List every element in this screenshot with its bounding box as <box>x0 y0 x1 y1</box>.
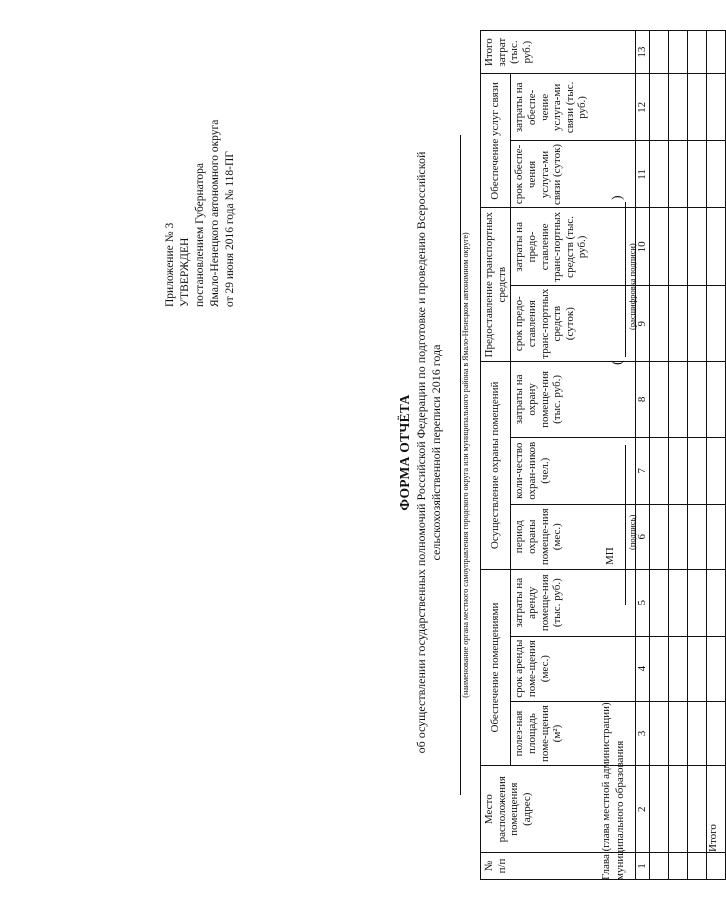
stamp-label: МП <box>604 547 616 565</box>
column-number: 13 <box>636 31 650 74</box>
table-cell[interactable] <box>669 504 688 569</box>
open-parenthesis: ( <box>610 360 625 365</box>
column-number: 11 <box>636 141 650 208</box>
column-header-number: № п/п <box>481 852 636 879</box>
table-cell[interactable] <box>707 636 726 701</box>
table-cell[interactable] <box>688 504 707 569</box>
signature-line[interactable] <box>625 445 626 605</box>
table-cell[interactable] <box>707 852 726 879</box>
table-cell[interactable] <box>650 208 669 286</box>
approval-block <box>163 77 238 307</box>
subheader-guard-count: коли-чество охран-ников (чел.) <box>511 437 636 504</box>
head-title-line-2: муниципального образования <box>614 740 626 880</box>
table-cell[interactable] <box>669 701 688 766</box>
form-subtitle: об осуществлении государственных полномочий Российской Федерации по подготовке и проведению Всероссийской сельскохозяйственной переписи 2016 года <box>414 151 443 754</box>
table-row <box>688 31 707 880</box>
subheader-area: полез-ная площадь поме-щения (м²) <box>511 701 636 766</box>
table-cell[interactable] <box>669 74 688 141</box>
table-cell[interactable] <box>650 852 669 879</box>
table-cell[interactable] <box>650 141 669 208</box>
header-row-groups <box>481 31 511 880</box>
column-number: 4 <box>636 636 650 701</box>
table-cell[interactable] <box>669 766 688 853</box>
table-cell[interactable] <box>650 636 669 701</box>
approval-line-1: постановлением Губернатора <box>193 163 206 307</box>
table-cell[interactable] <box>650 362 669 438</box>
column-header-location: Место расположения помещения (адрес) <box>481 766 636 853</box>
table-cell[interactable] <box>688 636 707 701</box>
table-cell[interactable] <box>688 31 707 74</box>
table-cell[interactable] <box>650 74 669 141</box>
table-cell[interactable] <box>707 504 726 569</box>
organization-name-field[interactable] <box>448 135 461 795</box>
subheader-rent-costs: затраты на аренду помеще-ния (тыс. руб.) <box>511 569 636 636</box>
head-title-line-1: Глава (глава местной администрации) <box>600 702 612 880</box>
subheader-transport-costs: затраты на предо-ставление транс-портных средств (тыс. руб.) <box>511 208 636 286</box>
column-number: 1 <box>636 852 650 879</box>
table-cell[interactable] <box>650 437 669 504</box>
table-cell[interactable] <box>688 437 707 504</box>
subheader-security-costs: затраты на охрану помеще-ния (тыс. руб.) <box>511 362 636 438</box>
appendix-label: Приложение № 3 <box>164 222 176 307</box>
table-cell[interactable] <box>688 766 707 853</box>
approval-line-3: от 29 июня 2016 года № 118-ПГ <box>223 151 236 307</box>
subheader-transport-term: срок предо-ставления транс-портных средств (суток) <box>511 286 636 362</box>
table-cell[interactable] <box>707 362 726 438</box>
approval-line-2: Ямало-Ненецкого автономного округа <box>208 119 221 307</box>
column-header-total-costs: Итого затрат (тыс. руб.) <box>481 31 636 74</box>
table-cell[interactable] <box>650 766 669 853</box>
table-cell[interactable] <box>707 286 726 362</box>
subheader-comm-costs: затраты на обеспе-чение услуга-ми связи (тыс. руб.) <box>511 74 636 141</box>
table-cell[interactable] <box>707 437 726 504</box>
table-cell[interactable] <box>650 31 669 74</box>
column-number: 5 <box>636 569 650 636</box>
column-number: 7 <box>636 437 650 504</box>
column-number: 9 <box>636 286 650 362</box>
column-number: 8 <box>636 362 650 438</box>
form-title: ФОРМА ОТЧЁТА <box>397 394 412 511</box>
table-cell[interactable] <box>707 569 726 636</box>
group-header-transport: Предоставление транспортных средств <box>481 208 511 362</box>
table-cell[interactable] <box>688 286 707 362</box>
table-cell[interactable] <box>707 701 726 766</box>
group-header-premises: Обеспечение помещениями <box>481 569 511 766</box>
table-cell[interactable] <box>669 437 688 504</box>
table-cell[interactable] <box>688 569 707 636</box>
table-cell[interactable] <box>707 208 726 286</box>
table-cell[interactable] <box>669 636 688 701</box>
table-cell[interactable] <box>688 852 707 879</box>
signature-decode-caption: (расшифровка подписи) <box>627 243 637 330</box>
subheader-comm-term: срок обеспе-чения услуга-ми связи (суток) <box>511 141 636 208</box>
column-number: 2 <box>636 766 650 853</box>
table-cell[interactable] <box>669 569 688 636</box>
table-cell[interactable] <box>688 141 707 208</box>
table-cell[interactable] <box>650 286 669 362</box>
organization-name-caption: (наименование органа местного самоуправления городского округа или муниципального района в Ямало-Ненецком автономном округе) <box>461 232 470 698</box>
table-cell[interactable] <box>669 141 688 208</box>
signature-decode-line[interactable] <box>625 202 626 357</box>
table-cell[interactable] <box>650 504 669 569</box>
table-cell[interactable] <box>669 31 688 74</box>
table-cell[interactable] <box>688 701 707 766</box>
table-cell[interactable] <box>707 141 726 208</box>
column-number: 3 <box>636 701 650 766</box>
table-cell[interactable] <box>669 286 688 362</box>
total-row <box>707 31 726 880</box>
table-cell[interactable] <box>688 362 707 438</box>
total-row-label: Итого <box>707 766 726 853</box>
table-cell[interactable] <box>669 852 688 879</box>
close-parenthesis: ) <box>610 195 625 200</box>
table-row <box>669 31 688 880</box>
table-cell[interactable] <box>669 362 688 438</box>
table-cell[interactable] <box>650 701 669 766</box>
column-number: 10 <box>636 208 650 286</box>
table-cell[interactable] <box>669 208 688 286</box>
table-cell[interactable] <box>707 74 726 141</box>
group-header-security: Осуществление охраны помещений <box>481 362 511 570</box>
table-row <box>650 31 669 880</box>
group-header-communication: Обеспечение услуг связи <box>481 74 511 208</box>
table-cell[interactable] <box>688 74 707 141</box>
approved-label: УТВЕРЖДЕН <box>178 237 191 307</box>
signature-caption: (подпись) <box>627 514 637 550</box>
column-number: 6 <box>636 504 650 569</box>
column-number-row <box>636 31 650 880</box>
table-cell[interactable] <box>707 31 726 74</box>
table-cell[interactable] <box>688 208 707 286</box>
table-cell[interactable] <box>650 569 669 636</box>
column-number: 12 <box>636 74 650 141</box>
subheader-rent-term: срок аренды поме-щения (мес.) <box>511 636 636 701</box>
subheader-security-period: период охраны помеще-ния (мес.) <box>511 504 636 569</box>
